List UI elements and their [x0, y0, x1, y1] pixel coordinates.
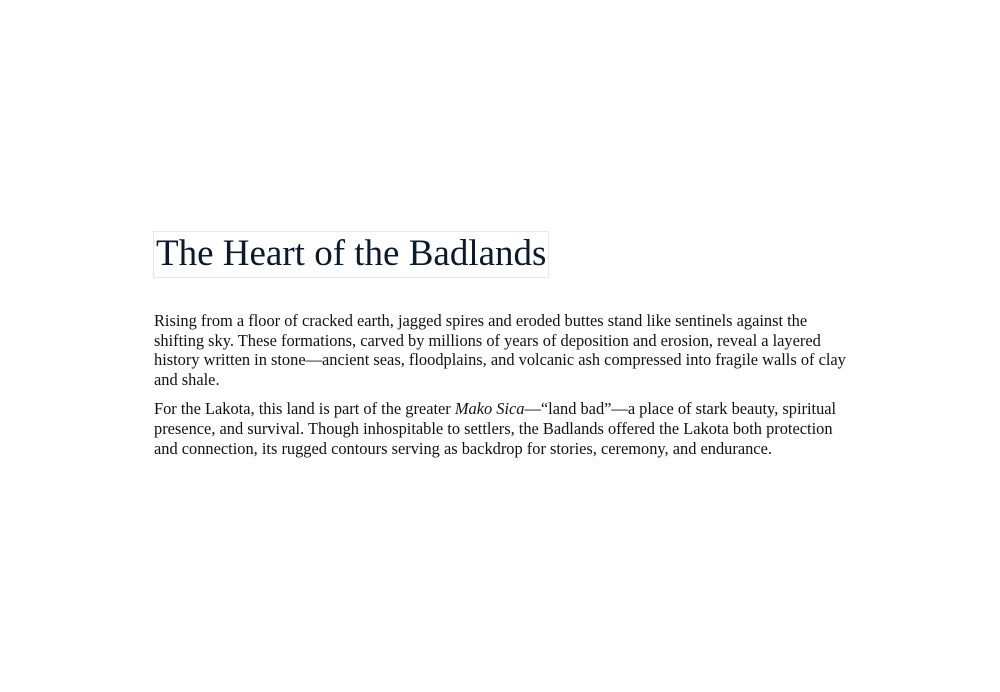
paragraph-lakota-intro: For the Lakota, this land is part of the greater — [154, 399, 455, 419]
paragraph-lakota — [154, 399, 854, 458]
article-body — [154, 311, 854, 468]
page-title: The Heart of the Badlands — [153, 231, 549, 278]
paragraph-lakota-rest: —“land bad”—a place of stark beauty, spiritual presence, and survival. Though inhospitable to settlers, the Badlands offered the Lakota both protection and connection, its rugged contours serving as backdrop for stories, ceremony, and endurance. — [154, 399, 837, 458]
paragraph-geology: Rising from a floor of cracked earth, jagged spires and eroded buttes stand like sentinels against the shifting sky. These formations, carved by millions of years of deposition and erosion, reveal a layered history written in stone—ancient seas, floodplains, and volcanic ash compressed into fragile walls of clay and shale. — [154, 311, 846, 389]
mako-sica-term: Mako Sica — [454, 399, 525, 419]
